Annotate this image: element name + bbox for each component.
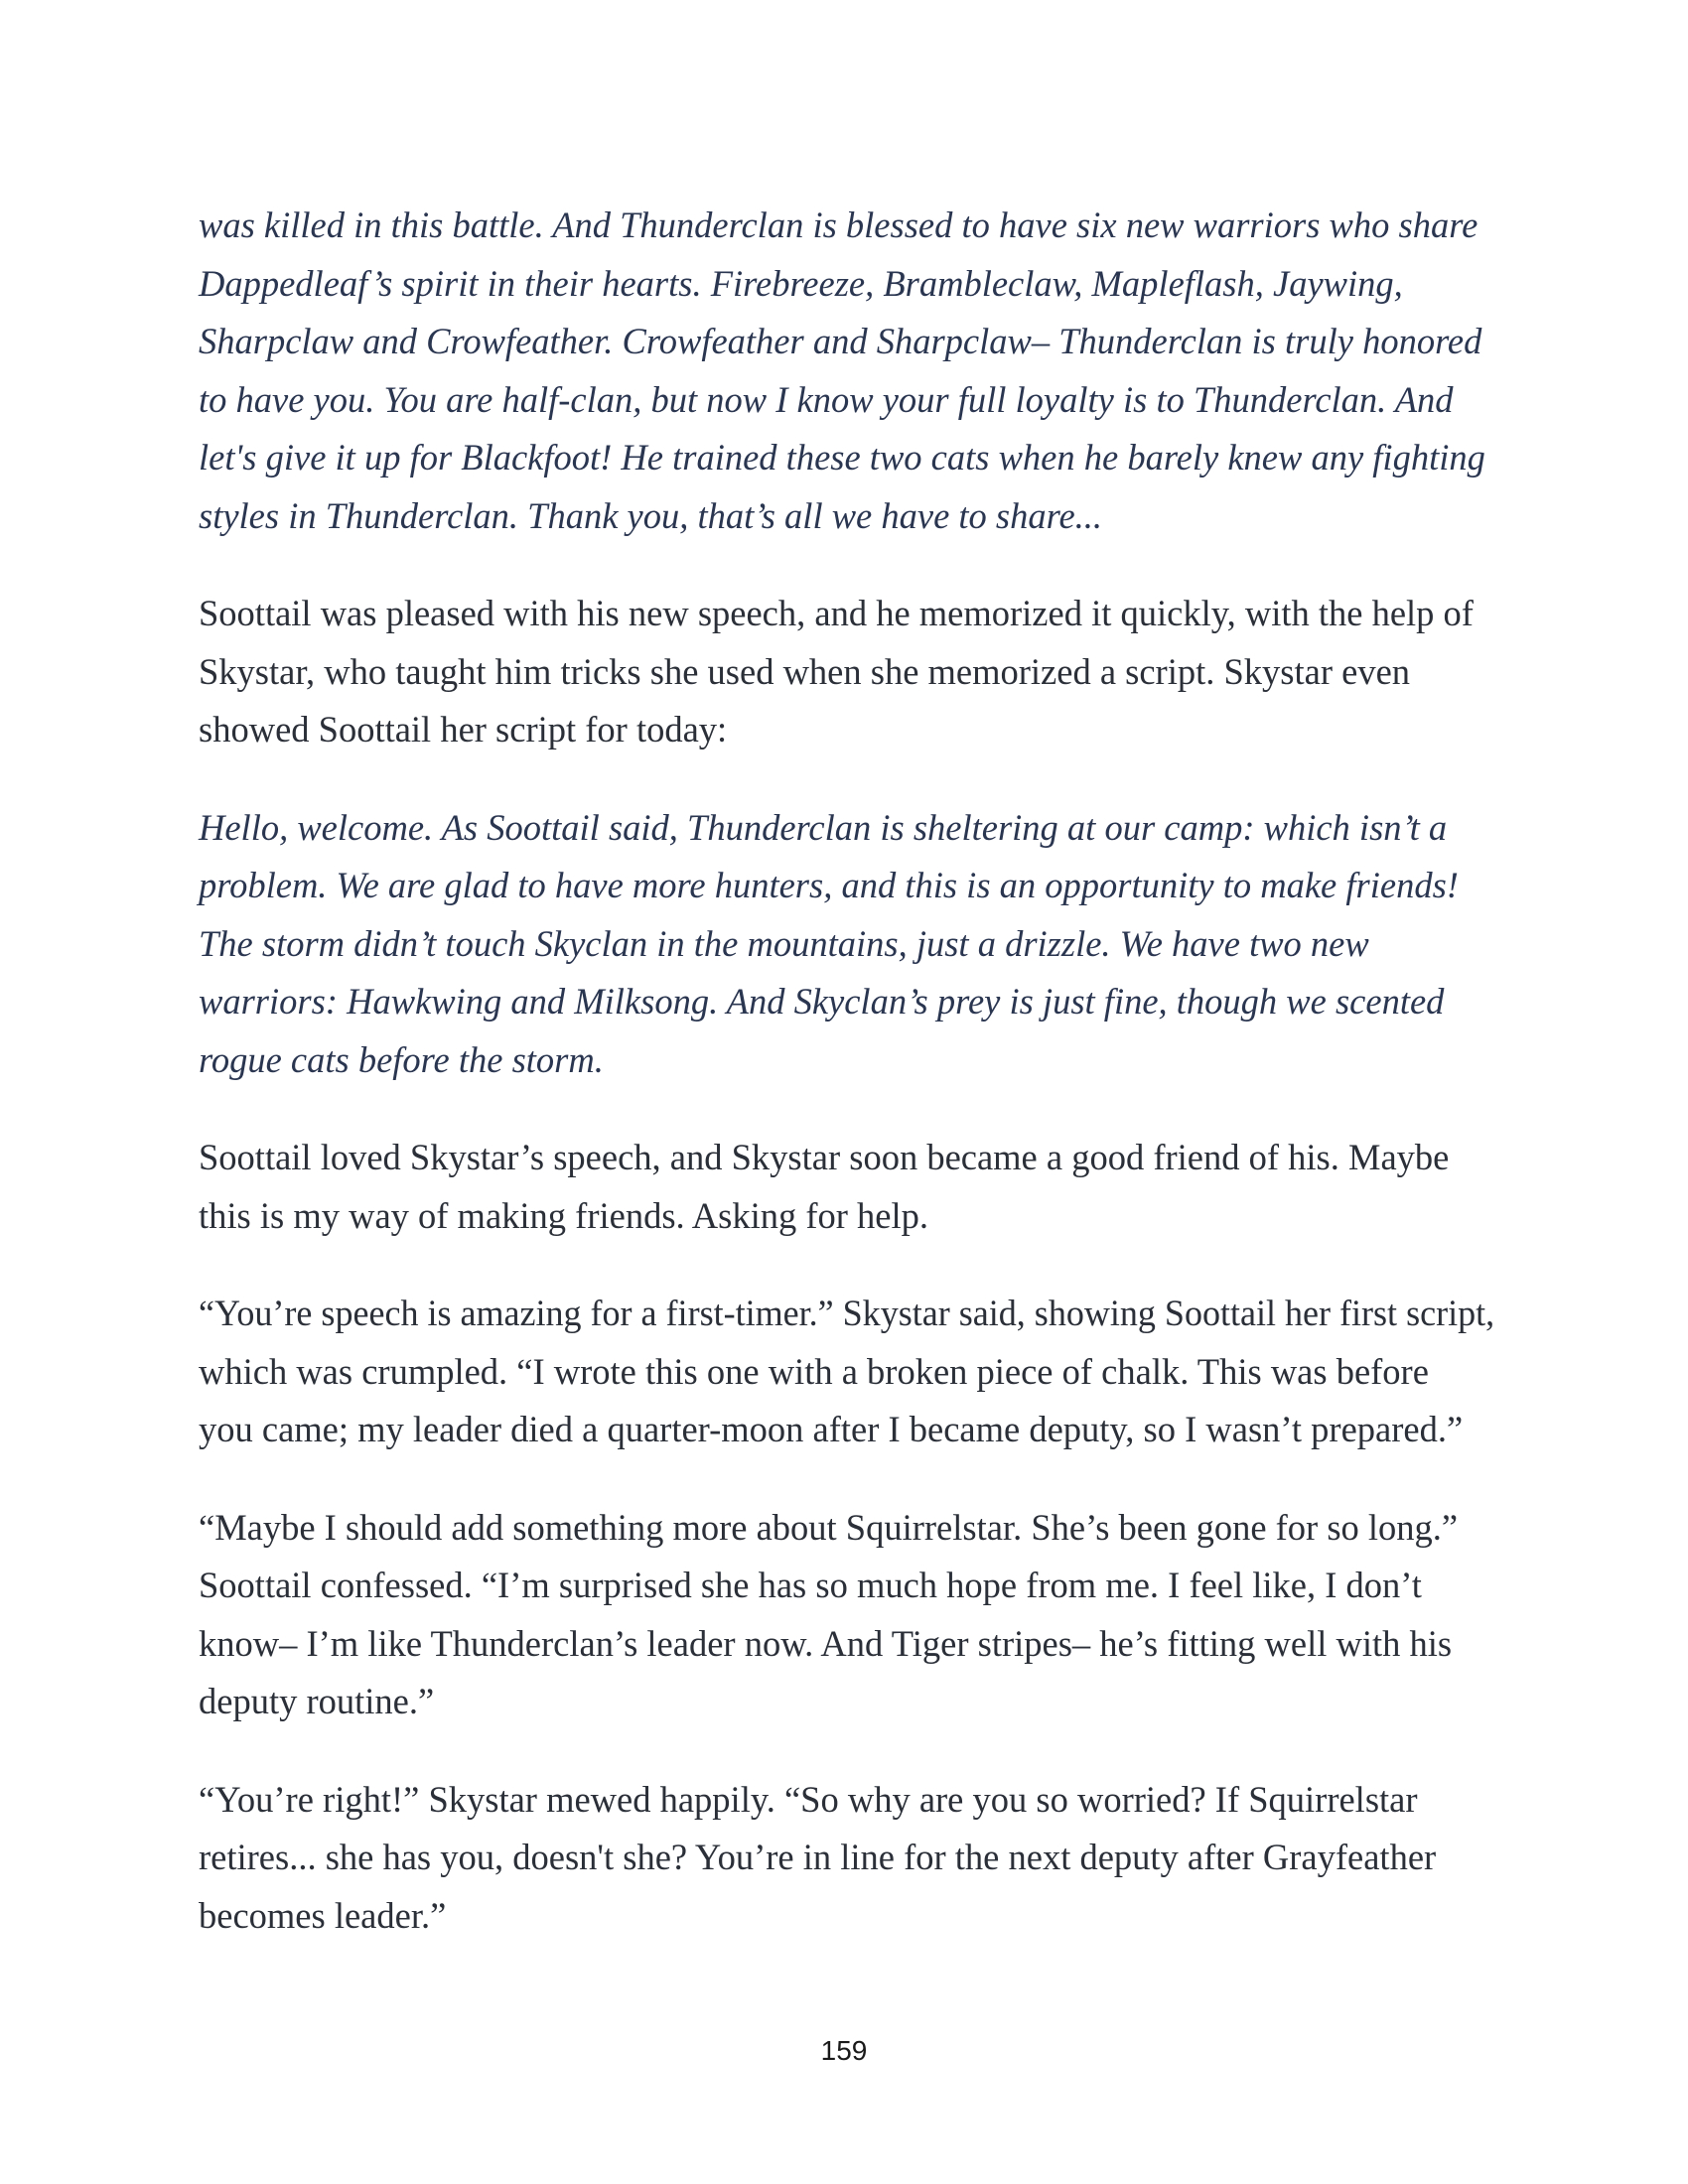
text-line: deputy routine.” [199, 1681, 435, 1721]
text-line: Soottail was pleased with his new speech, and he memorized it quickly, with the help of [199, 593, 1474, 633]
text-line: Soottail loved Skystar’s speech, and Skystar soon became a good friend of his. Maybe [199, 1137, 1450, 1177]
text-line: “You’re right!” Skystar mewed happily. “So why are you so worried? If Squirrelstar [199, 1778, 1418, 1820]
page-number: 159 [820, 2035, 868, 2066]
body-paragraph [199, 1285, 1494, 1459]
page-body [199, 197, 1494, 1984]
text-line: Soottail confessed. “I’m surprised she has so much hope from me. I feel like, I don’t [199, 1565, 1422, 1605]
text-line: “You’re speech is amazing for a first-timer.” Skystar said, showing Soottail her first script, [199, 1293, 1495, 1333]
text-line: which was crumpled. “I wrote this one with a broken piece of chalk. This was before [199, 1350, 1429, 1392]
text-line: let's give it up for Blackfoot! He trained these two cats when he barely knew any fighting [199, 437, 1485, 478]
text-line: Skystar, who taught him tricks she used when she memorized a script. Skystar even [199, 650, 1411, 692]
text-line: to have you. You are half-clan, but now I know your full loyalty is to Thunderclan. And [199, 378, 1454, 420]
italic-script-paragraph [199, 799, 1494, 1090]
text-line: becomes leader.” [199, 1894, 447, 1936]
body-paragraph [199, 585, 1494, 759]
body-paragraph [199, 1129, 1494, 1245]
text-line: this is my way of making friends. Asking for help. [199, 1194, 928, 1236]
text-line: “Maybe I should add something more about Squirrelstar. She’s been gone for so long.” [199, 1506, 1459, 1548]
text-line: Dappedleaf’s spirit in their hearts. Firebreeze, Brambleclaw, Mapleflash, Jaywing, [199, 262, 1403, 304]
text-line: rogue cats before the storm. [199, 1038, 604, 1080]
text-line: showed Soottail her script for today: [199, 709, 728, 750]
text-line: retires... she has you, doesn't she? You’re in line for the next deputy after Grayfeather [199, 1837, 1437, 1877]
text-line: Sharpclaw and Crowfeather. Crowfeather and Sharpclaw– Thunderclan is truly honored [199, 321, 1482, 361]
text-line: warriors: Hawkwing and Milksong. And Skyclan’s prey is just fine, though we scented [199, 981, 1445, 1022]
text-line: you came; my leader died a quarter-moon after I became deputy, so I wasn’t prepared.” [199, 1409, 1464, 1449]
text-line: was killed in this battle. And Thunderclan is blessed to have six new warriors who share [199, 205, 1478, 245]
text-line: Hello, welcome. As Soottail said, Thunderclan is sheltering at our camp: which isn’t a [199, 806, 1448, 848]
text-line: problem. We are glad to have more hunters, and this is an opportunity to make friends! [199, 865, 1459, 905]
body-paragraph [199, 1771, 1494, 1946]
text-line: know– I’m like Thunderclan’s leader now. And Tiger stripes– he’s fitting well with his [199, 1622, 1453, 1664]
italic-speech-paragraph [199, 197, 1494, 545]
text-line: The storm didn’t touch Skyclan in the mountains, just a drizzle. We have two new [199, 922, 1369, 964]
body-paragraph [199, 1499, 1494, 1731]
text-line: styles in Thunderclan. Thank you, that’s all we have to share... [199, 494, 1103, 536]
